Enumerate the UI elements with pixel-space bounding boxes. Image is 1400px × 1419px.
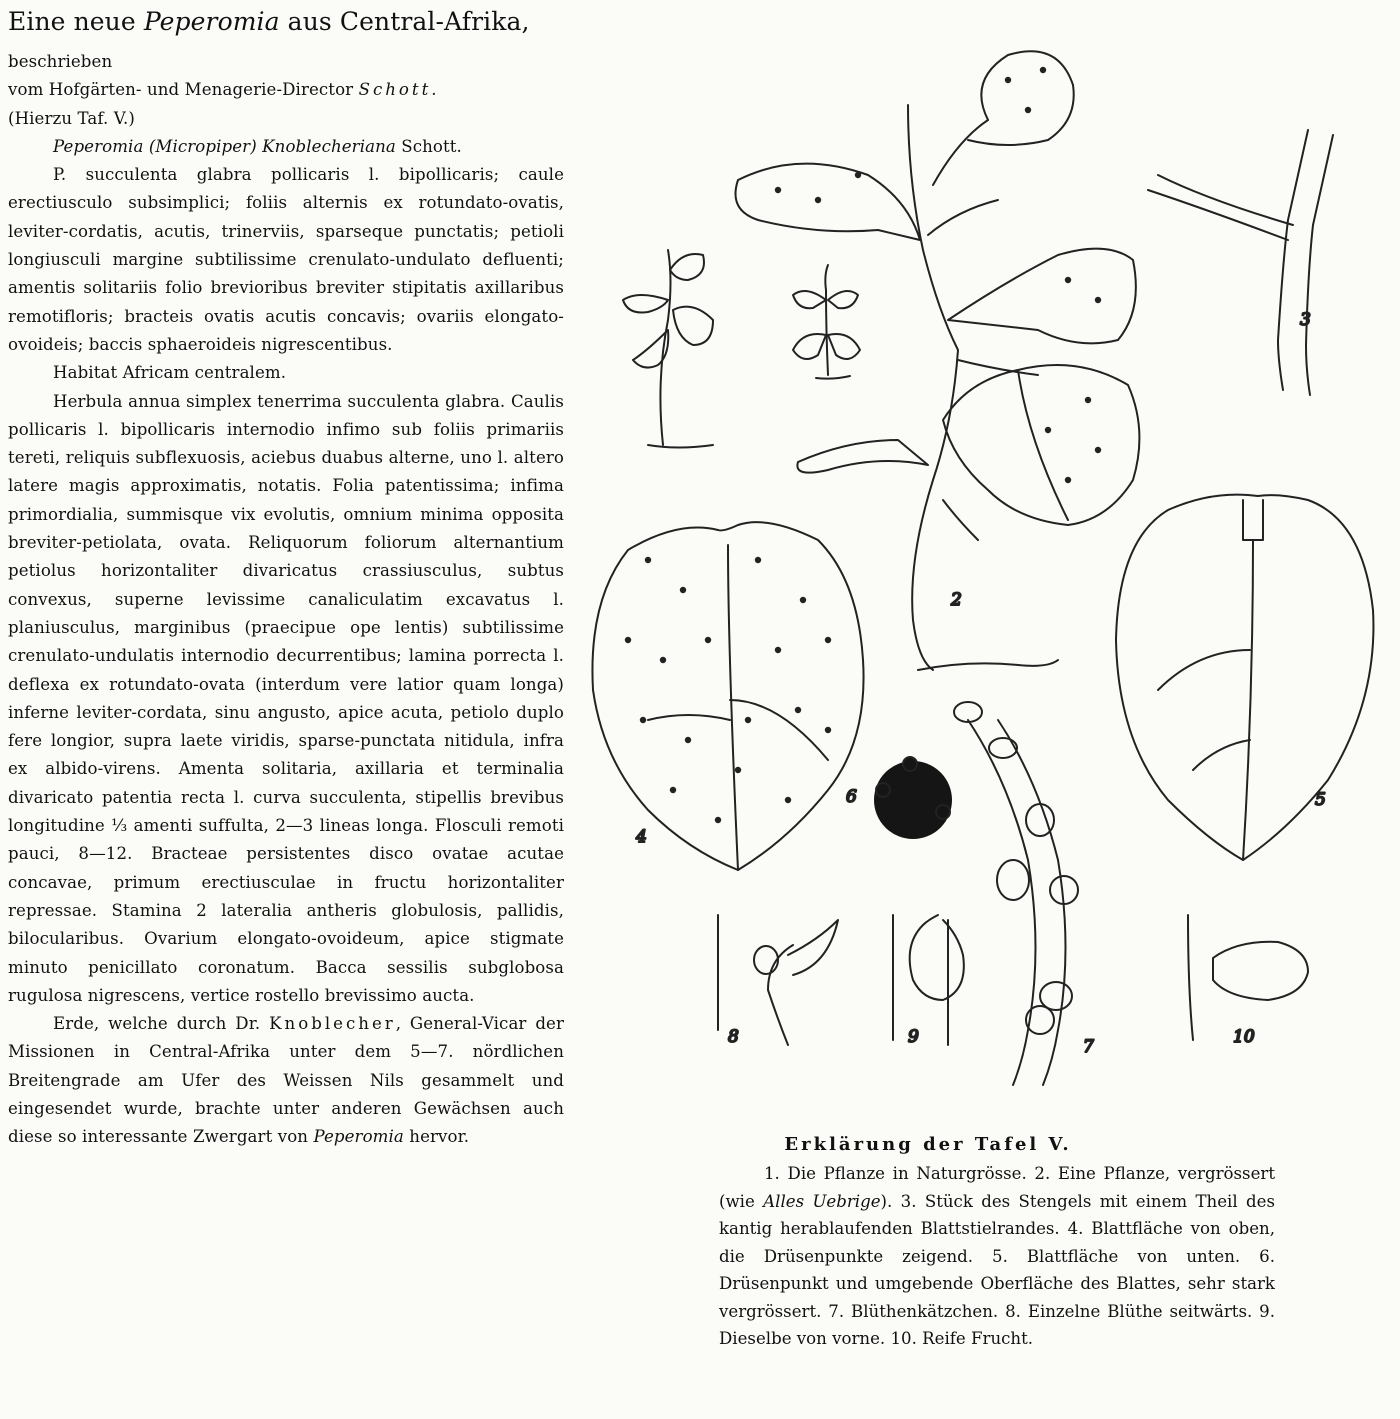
figure-5-leaf-underside bbox=[1116, 495, 1373, 860]
leaf-gland-dot bbox=[795, 707, 801, 713]
plate-figure bbox=[588, 0, 1392, 1419]
leaf-gland-dot bbox=[1085, 397, 1091, 403]
leaf-gland-dot bbox=[785, 797, 791, 803]
figure-label-5: 5 bbox=[1315, 790, 1326, 810]
leaf-gland-dot bbox=[715, 817, 721, 823]
figure-2-large-plant bbox=[736, 51, 1140, 670]
leaf-gland-dot bbox=[640, 717, 646, 723]
figure-9-flower-front bbox=[893, 915, 964, 1045]
diagnosis-paragraph: P. succulenta glabra pollicaris l. bipollicaris; caule erectiusculo subsimplici; foliis alternis ex rotundato-ovatis, leviter-cordatis, acutis, trinerviis, sparseque punctatis; petioli longiusculi margine subtilissime crenulato-undulato defluenti; amentis solitariis folio brevioribus breviter stipitatis axillaribus remotifloris; bracteis ovatis acutis concavis; ovariis elongato-ovoideis; baccis sphaeroideis nigrescentibus. bbox=[8, 165, 564, 354]
figure-10-ripe-fruit bbox=[1188, 915, 1308, 1040]
habitat-paragraph: Habitat Africam centralem. bbox=[53, 363, 287, 383]
leaf-gland-dot bbox=[705, 637, 711, 643]
described-line: beschrieben bbox=[8, 52, 113, 71]
caption-title: Erklärung der Tafel V. bbox=[784, 1134, 1072, 1155]
leaf-gland-dot bbox=[775, 647, 781, 653]
leaf-gland-dot bbox=[825, 727, 831, 733]
leaf-gland-dot bbox=[735, 767, 741, 773]
leaf-gland-dot bbox=[670, 787, 676, 793]
leaf-gland-dot bbox=[1095, 447, 1101, 453]
plate-reference: (Hierzu Taf. V.) bbox=[8, 108, 135, 128]
leaf-gland-dot bbox=[1005, 77, 1011, 83]
leaf-gland-dot bbox=[680, 587, 686, 593]
leaf-gland-dot bbox=[745, 717, 751, 723]
leaf-gland-dot bbox=[645, 557, 651, 563]
leaf-gland-dot bbox=[660, 657, 666, 663]
figure-label-8: 8 bbox=[728, 1027, 739, 1047]
leaf-gland-dot bbox=[1095, 297, 1101, 303]
figure-label-9: 9 bbox=[908, 1027, 919, 1047]
figure-label-10: 10 bbox=[1233, 1027, 1255, 1047]
author-line: vom Hofgärten- und Menagerie-Director Schott. bbox=[8, 80, 440, 100]
leaf-gland-dot bbox=[625, 637, 631, 643]
figure-4-leaf-top bbox=[592, 522, 863, 870]
leaf-gland-dot bbox=[685, 737, 691, 743]
closing-paragraph: Erde, welche durch Dr. Knoblecher, General-Vicar der Missionen in Central-Afrika unter dem 5—7. nördlichen Breitengrade am Ufer des Weissen Nils gesammelt und eingesendet wurde, brachte unter anderen Gewächsen auch diese so interessante Zwergart von Peperomia hervor. bbox=[8, 1014, 564, 1147]
species-heading: Peperomia (Micropiper) Knoblecheriana Schott. bbox=[53, 136, 462, 156]
leaf-gland-dot bbox=[1045, 427, 1051, 433]
figure-label-4: 4 bbox=[636, 827, 647, 847]
plate-illustration bbox=[588, 0, 1392, 1130]
article-title: Eine neue Peperomia aus Central-Afrika, bbox=[8, 7, 530, 36]
figure-6-gland-dot bbox=[875, 757, 951, 838]
leaf-gland-dot bbox=[775, 187, 781, 193]
figure-label-7: 7 bbox=[1083, 1037, 1094, 1057]
figure-8-flower-side bbox=[718, 915, 838, 1045]
leaf-gland-dot bbox=[1065, 477, 1071, 483]
caption-text: 1. Die Pflanze in Naturgrösse. 2. Eine Pflanze, vergrössert (wie Alles Uebrige). 3. Stück des Stengels mit einem Theil des kantig herablaufenden Blattstielrandes. 4. Blattfläche von oben, die Drüsenpunkte zeigend. 5. Blattfläche von unten. 6. Drüsenpunkt und umgebende Oberfläche des Blattes, sehr stark vergrössert. 7. Blüthenkätzchen. 8. Einzelne Blüthe seitwärts. 9. Dieselbe von vorne. 10. Reife Frucht. bbox=[719, 1164, 1275, 1348]
figure-label-3: 3 bbox=[1300, 310, 1311, 330]
figure-label-2: 2 bbox=[951, 590, 962, 610]
leaf-gland-dot bbox=[815, 197, 821, 203]
figure-7-catkin bbox=[954, 702, 1078, 1085]
leaf-gland-dot bbox=[1025, 107, 1031, 113]
leaf-gland-dot bbox=[855, 172, 861, 178]
leaf-gland-dot bbox=[800, 597, 806, 603]
figure-3-stem-piece bbox=[1148, 130, 1333, 395]
description-paragraph: Herbula annua simplex tenerrima succulenta glabra. Caulis pollicaris l. bipollicaris internodio infimo sub foliis primariis tereti, reliquis subflexuosis, aciebus duabus alterne, uno l. altero latere magis approximatis, notatis. Folia patentissima; infima primordialia, summisque vix evolutis, omnium minima opposita breviter-petiolata, ovata. Reliquorum foliorum alternantium petiolus horizontaliter divaricatus crassiusculus, subtus convexus, superne levissime canaliculatim excavatus l. planiusculus, marginibus (praecipue ope lentis) subtilissime crenulato-undulatis internodio decurrentibus; lamina porrecta l. deflexa ex rotundato-ovata (interdum vere latior quam longa) inferne leviter-cordata, sinu angusto, apice acuta, petiolo duplo fere longior, supra laete viridis, sparse-punctata nitidula, infra ex albido-virens. Amenta solitaria, axillaria et terminalia divaricato patentia recta l. curva succulenta, stipellis brevibus longitudine ⅓ amenti suffulta, 2—3 lineas longa. Flosculi remoti pauci, 8—12. Bracteae persistentes disco ovatae acutae concavae, primum erectiusculae in fructu horizontaliter repressae. Stamina 2 lateralia antheris globulosis, pallidis, bilocularibus. Ovarium elongato-ovoideum, apice stigmate minuto penicillato coronatum. Bacca sessilis subglobosa rugulosa nigrescens, vertice rostello brevissimo aucta. bbox=[8, 391, 564, 1005]
article-text bbox=[8, 4, 564, 1152]
leaf-gland-dot bbox=[825, 637, 831, 643]
figure-label-6: 6 bbox=[846, 787, 857, 807]
leaf-gland-dot bbox=[1065, 277, 1071, 283]
figure-1-small-plants bbox=[623, 250, 860, 448]
leaf-gland-dot bbox=[1040, 67, 1046, 73]
leaf-gland-dot bbox=[755, 557, 761, 563]
